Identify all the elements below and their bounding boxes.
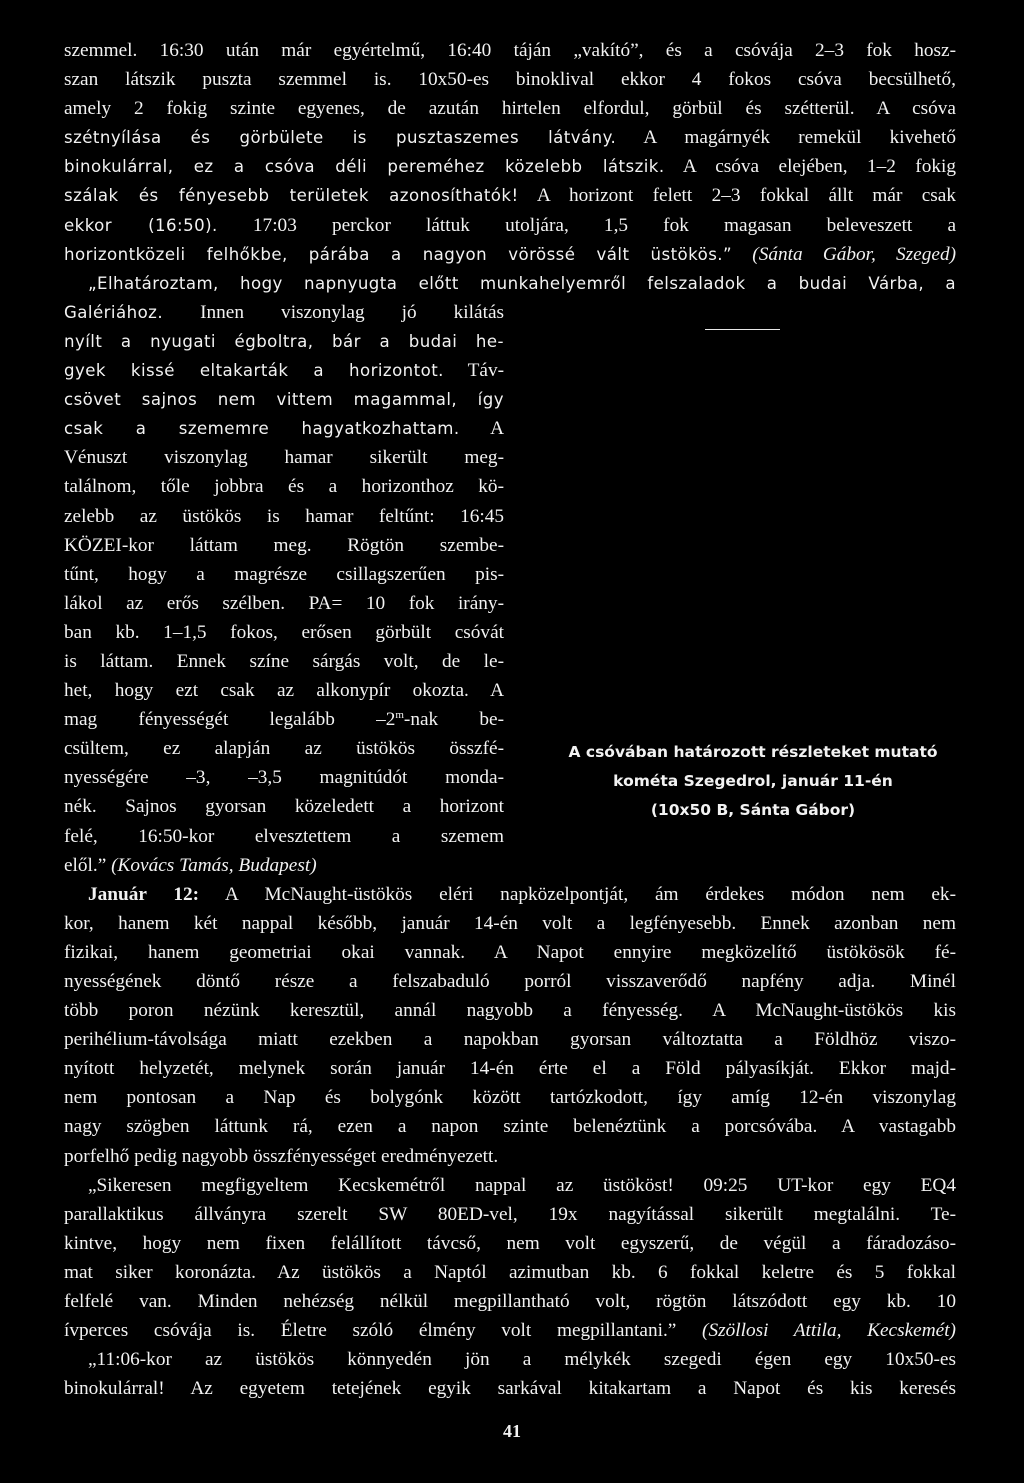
text-run: szemmel. 16:30 után már egyértelmű, 16:40 táján „vakító”, és a csóvája 2–3 fok hosz- (64, 40, 956, 61)
text-run: KÖZEI-kor láttam meg. Rögtön szembe- (64, 534, 504, 556)
text-run: Vénuszt viszonylag hamar sikerült meg- (64, 447, 504, 469)
date-heading: Január 12: (88, 883, 200, 905)
text-run: nyességére –3, –3,5 magnitúdót monda- (64, 767, 504, 789)
text-run: -nak be- (403, 709, 504, 731)
text-line (64, 65, 956, 94)
text-line (64, 1054, 956, 1083)
text-line (64, 502, 504, 531)
text-run: parallaktikus állványra szerelt SW 80ED-vel, 19x nagyítással sikerült megtalálni. Te- (64, 1203, 956, 1225)
text-line (64, 1142, 956, 1171)
text-line (64, 647, 504, 676)
text-run: binokulárral! Az egyetem tetejének egyik sarkával kitakartam a Napot és kis keresés (64, 1378, 956, 1400)
text-line (64, 385, 504, 414)
text-line (64, 211, 956, 240)
text-line (64, 909, 956, 938)
text-run: zelebb az üstökös is hamar feltűnt: 16:45 (64, 505, 504, 527)
caption-line-1: A csóvában határozott részleteket mutató (568, 743, 938, 761)
text-run: 17:03 perckor láttuk utoljára, 1,5 fok magasan beleveszett a (217, 214, 956, 236)
text-run: A McNaught-üstökös eléri napközelpontját, ám érdekes módon nem ek- (199, 883, 956, 905)
attribution: (Kovács Tamás, Budapest) (111, 854, 317, 876)
text-run: nagy szögben láttunk rá, ezen a napon szinte belenéztünk a porcsóvába. A vastagabb (64, 1116, 956, 1138)
text-line (64, 240, 956, 269)
text-run: ekkor (16:50). (64, 215, 218, 235)
text-run: porfelhő pedig nagyobb összfényességet eredményezett. (64, 1145, 499, 1167)
text-line (64, 1112, 956, 1141)
text-run: ban kb. 1–1,5 fokos, erősen görbült csóvát (64, 621, 504, 643)
page-number: 41 (503, 1421, 521, 1441)
text-line (64, 269, 956, 298)
text-run: találnom, tőle jobbra és a horizonthoz kö- (64, 476, 504, 498)
text-run: szálak és fényesebb területek azonosíthatók! (64, 186, 519, 206)
text-run: elől.” (64, 854, 112, 876)
text-run: A horizont felett 2–3 fokkal állt már csak (518, 185, 956, 207)
figure-caption (548, 738, 958, 825)
text-line (64, 1374, 956, 1403)
text-run: Galériához. (64, 302, 164, 322)
text-line (64, 1083, 956, 1112)
text-line (64, 356, 504, 385)
text-line (64, 36, 956, 65)
text-run: Táv- (443, 360, 504, 382)
image-edge-line (705, 329, 780, 330)
text-line (64, 734, 504, 763)
text-run: A (459, 418, 504, 440)
text-line (64, 792, 504, 821)
text-line (64, 822, 504, 851)
text-run: felfelé van. Minden nehézség nélkül megpillantható volt, rögtön látszódott egy kb. 10 (64, 1291, 956, 1313)
superscript: m (395, 709, 404, 722)
text-run: gyek kissé eltakarták a horizontot. (64, 361, 444, 381)
text-line (64, 1229, 956, 1258)
text-run: perihélium-távolsága miatt ezekben a napokban gyorsan változtatta a Földhöz viszo- (64, 1029, 956, 1051)
text-run: nyílt a nyugati égboltra, bár a budai he- (64, 331, 504, 351)
text-run: A magárnyék remekül kivehető (616, 127, 956, 149)
text-line (64, 880, 956, 909)
text-run: Innen viszonylag jó kilátás (163, 301, 504, 323)
text-line (64, 327, 504, 356)
caption-line-3: (10x50 B, Sánta Gábor) (650, 801, 856, 819)
text-run: is láttam. Ennek színe sárgás volt, de le- (64, 650, 504, 672)
text-line (64, 967, 956, 996)
text-line (64, 996, 956, 1025)
text-line (64, 851, 956, 880)
text-line (64, 414, 504, 443)
text-line (64, 1287, 956, 1316)
text-run: kor, hanem két nappal később, január 14-én volt a legfényesebb. Ennek azonban nem (64, 912, 956, 934)
text-run: kintve, hogy nem fixen felállított távcső, nem volt egyszerű, de végül a fáradozáso- (64, 1232, 956, 1254)
text-line (64, 298, 504, 327)
text-line (64, 531, 504, 560)
text-run: amely 2 fokig szinte egyenes, de azután hirtelen elfordul, görbül és szétterül. A csóva (64, 98, 956, 120)
text-run: A csóva elejében, 1–2 fokig (664, 156, 956, 178)
text-run: binokulárral, ez a csóva déli pereméhez közelebb látszik. (64, 157, 665, 177)
text-run: tűnt, hogy a magrésze csillagszerűen pis- (64, 563, 504, 585)
text-run: lákol az erős szélben. PA= 10 fok irány- (64, 592, 504, 614)
text-run: nyességének döntő része a felszabaduló porról visszaverődő napfény adja. Minél (64, 971, 956, 992)
text-line (64, 1025, 956, 1054)
text-run: nyított helyzetét, melynek során január 14-én érte el a Föld pályasíkját. Ekkor majd- (64, 1058, 956, 1080)
text-run: „Sikeresen megfigyeltem Kecskemétről nappal az üstököst! 09:25 UT-kor egy EQ4 (88, 1174, 956, 1196)
text-line (64, 589, 504, 618)
text-line (64, 763, 504, 792)
text-run: csültem, ez alapján az üstökös összfé- (64, 738, 504, 760)
attribution: (Szöllosi Attila, Kecskemét) (702, 1320, 956, 1342)
text-run: het, hogy ezt csak az alkonypír okozta. A (64, 680, 504, 702)
attribution: (Sánta Gábor, Szeged) (732, 243, 956, 265)
caption-line-2: kométa Szegedrol, január 11-én (613, 772, 893, 790)
text-run: csövet sajnos nem vittem magammal, így (64, 390, 504, 410)
text-run: „11:06-kor az üstökös könnyedén jön a mélykék szegedi égen egy 10x50-es (88, 1349, 956, 1371)
text-run: több poron nézünk keresztül, annál nagyobb a fényesség. A McNaught-üstökös kis (64, 1000, 956, 1022)
text-run: csak a szememre hagyatkozhattam. (64, 419, 460, 439)
text-line (64, 676, 504, 705)
text-line (64, 705, 504, 734)
text-line (64, 1316, 956, 1345)
article-body (64, 36, 956, 1403)
text-run: nék. Sajnos gyorsan közeledett a horizont (64, 796, 504, 818)
text-run: nem pontosan a Nap és bolygónk között tartózkodott, így amíg 12-én viszonylag (64, 1087, 956, 1109)
text-line (64, 443, 504, 472)
text-line (64, 152, 956, 181)
text-run: „Elhatároztam, hogy napnyugta előtt munkahelyemről felszaladok a budai Várba, a (88, 273, 956, 293)
text-run: mat siker koronázta. Az üstökös a Naptól azimutban kb. 6 fokkal keletre és 5 fokkal (64, 1261, 956, 1283)
text-run: szan látszik puszta szemmel is. 10x50-es binoklival ekkor 4 fokos csóva becsülhető, (64, 69, 956, 91)
text-run: fizikai, hanem geometriai okai vannak. A Napot ennyire megközelítő üstökösök fé- (64, 941, 956, 963)
text-line (64, 94, 956, 123)
text-run: horizontközeli felhőkbe, párába a nagyon vörössé vált üstökös.” (64, 244, 733, 264)
text-line (64, 123, 956, 152)
text-run: szétnyílása és görbülete is pusztaszemes látvány. (64, 128, 617, 148)
text-line (64, 1345, 956, 1374)
text-line (64, 618, 504, 647)
text-line (64, 1200, 956, 1229)
text-line (64, 938, 956, 967)
text-run: ívperces csóvája is. Életre szóló élmény volt megpillantani.” (64, 1320, 703, 1342)
text-line (64, 1171, 956, 1200)
text-line (64, 560, 504, 589)
text-line (64, 1258, 956, 1287)
text-line (64, 472, 504, 501)
text-run: felé, 16:50-kor elvesztettem a szemem (64, 825, 504, 847)
text-run: mag fényességét legalább –2 (64, 709, 396, 731)
text-line (64, 181, 956, 210)
